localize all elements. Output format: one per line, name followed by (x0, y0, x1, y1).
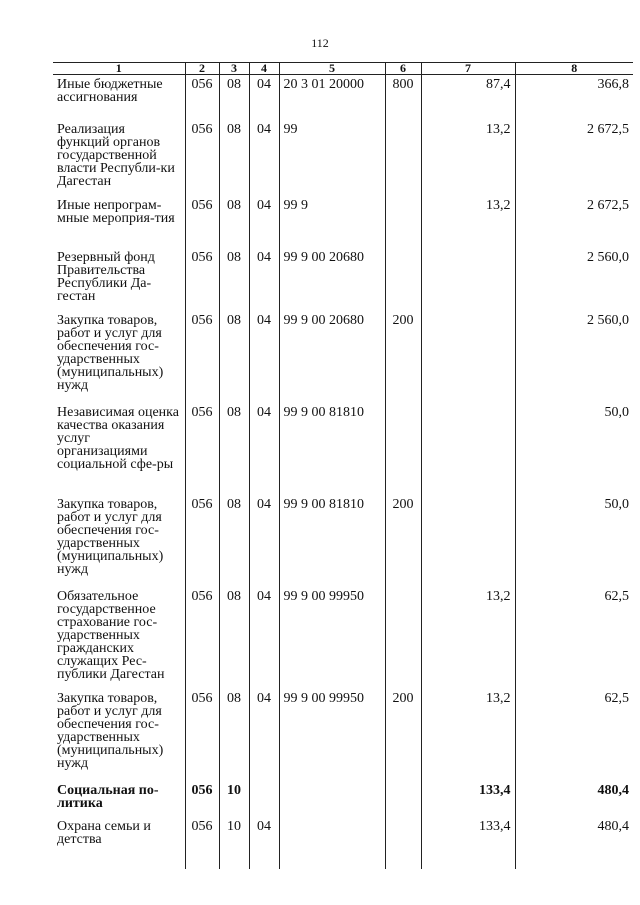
row-amount-cell: 13,2 (421, 689, 515, 781)
row-total-cell: 2 672,5 (515, 120, 633, 196)
column-header: 3 (219, 63, 249, 75)
row-section-cell: 08 (219, 495, 249, 587)
row-name-cell: Независимая оценка качества оказания услуг организациями социальной сфе-ры (57, 404, 179, 472)
table-row (53, 75, 633, 120)
row-section-cell: 08 (219, 311, 249, 403)
row-code-cell: 056 (185, 689, 219, 781)
row-target-article-cell (279, 781, 385, 817)
table-body (53, 75, 633, 869)
row-code-cell: 056 (185, 75, 219, 120)
row-amount-cell: 133,4 (421, 817, 515, 869)
row-name-cell: Обязательное государственное страхование гос-ударственных гражданских служащих Рес-публики Дагестан (57, 588, 165, 682)
row-code-cell: 056 (185, 495, 219, 587)
table-row (53, 120, 633, 196)
row-code-cell: 056 (185, 311, 219, 403)
row-expense-type-cell (385, 196, 421, 248)
row-target-article-cell: 99 9 00 20680 (279, 311, 385, 403)
row-total-cell: 50,0 (515, 495, 633, 587)
column-header: 8 (515, 63, 633, 75)
row-total-cell: 62,5 (515, 689, 633, 781)
row-expense-type-cell: 200 (385, 689, 421, 781)
row-section-cell: 08 (219, 587, 249, 689)
row-section-cell: 10 (219, 817, 249, 869)
row-subsection-cell: 04 (249, 311, 279, 403)
row-total-cell: 50,0 (515, 403, 633, 495)
row-target-article-cell: 99 9 00 20680 (279, 248, 385, 311)
row-amount-cell: 133,4 (421, 781, 515, 817)
row-section-cell: 08 (219, 196, 249, 248)
row-subsection-cell: 04 (249, 495, 279, 587)
row-target-article-cell (279, 817, 385, 869)
row-name-cell: Резервный фонд Правительства Республики Да-гестан (57, 249, 155, 304)
page-number: 112 (311, 36, 329, 50)
row-code-cell: 056 (185, 587, 219, 689)
row-subsection-cell: 04 (249, 248, 279, 311)
row-section-cell: 10 (219, 781, 249, 817)
row-section-cell: 08 (219, 248, 249, 311)
row-name-cell: Охрана семьи и детства (57, 818, 151, 847)
row-total-cell: 480,4 (515, 781, 633, 817)
column-header: 6 (385, 63, 421, 75)
table-row (53, 781, 633, 817)
row-code-cell: 056 (185, 781, 219, 817)
row-total-cell: 62,5 (515, 587, 633, 689)
row-subsection-cell: 04 (249, 587, 279, 689)
row-target-article-cell: 20 3 01 20000 (279, 75, 385, 120)
row-target-article-cell: 99 9 00 99950 (279, 689, 385, 781)
row-total-cell: 2 560,0 (515, 248, 633, 311)
row-expense-type-cell (385, 817, 421, 869)
row-code-cell: 056 (185, 817, 219, 869)
row-section-cell: 08 (219, 75, 249, 120)
row-expense-type-cell: 200 (385, 495, 421, 587)
row-name-cell: Социальная по-литика (57, 782, 159, 811)
column-header: 4 (249, 63, 279, 75)
row-code-cell: 056 (185, 120, 219, 196)
row-section-cell: 08 (219, 403, 249, 495)
row-total-cell: 2 560,0 (515, 311, 633, 403)
row-target-article-cell: 99 9 (279, 196, 385, 248)
table-row (53, 196, 633, 248)
row-name-cell: Закупка товаров, работ и услуг для обеспечения гос-ударственных (муниципальных) нужд (57, 496, 164, 577)
row-subsection-cell: 04 (249, 120, 279, 196)
row-amount-cell: 13,2 (421, 587, 515, 689)
row-code-cell: 056 (185, 196, 219, 248)
row-amount-cell: 13,2 (421, 196, 515, 248)
row-amount-cell (421, 248, 515, 311)
table-row (53, 689, 633, 781)
row-section-cell: 08 (219, 120, 249, 196)
row-target-article-cell: 99 9 00 81810 (279, 495, 385, 587)
row-section-cell: 08 (219, 689, 249, 781)
row-subsection-cell: 04 (249, 817, 279, 869)
row-subsection-cell: 04 (249, 403, 279, 495)
row-expense-type-cell (385, 781, 421, 817)
column-header: 5 (279, 63, 385, 75)
row-target-article-cell: 99 (279, 120, 385, 196)
row-name-cell: Реализация функций органов государственной власти Республи-ки Дагестан (57, 121, 175, 189)
row-target-article-cell: 99 9 00 81810 (279, 403, 385, 495)
table-row (53, 587, 633, 689)
row-subsection-cell: 04 (249, 196, 279, 248)
row-amount-cell (421, 311, 515, 403)
column-header: 1 (53, 63, 185, 75)
row-expense-type-cell (385, 587, 421, 689)
row-expense-type-cell (385, 403, 421, 495)
row-name-cell: Иные бюджетные ассигнования (57, 77, 163, 105)
row-expense-type-cell: 800 (385, 75, 421, 120)
row-amount-cell (421, 495, 515, 587)
table-row (53, 403, 633, 495)
row-total-cell: 2 672,5 (515, 196, 633, 248)
budget-table (53, 62, 633, 869)
row-code-cell: 056 (185, 403, 219, 495)
row-amount-cell: 87,4 (421, 75, 515, 120)
row-name-cell: Закупка товаров, работ и услуг для обеспечения гос-ударственных (муниципальных) нужд (57, 690, 164, 771)
row-amount-cell (421, 403, 515, 495)
table-row (53, 248, 633, 311)
row-expense-type-cell: 200 (385, 311, 421, 403)
table-header-row (53, 63, 633, 75)
row-total-cell: 366,8 (515, 75, 633, 120)
row-name-cell: Иные непрограм-мные мероприя-тия (57, 197, 175, 226)
column-header: 2 (185, 63, 219, 75)
row-name-cell: Закупка товаров, работ и услуг для обеспечения гос-ударственных (муниципальных) нужд (57, 312, 164, 393)
table-row (53, 495, 633, 587)
table-row (53, 817, 633, 869)
row-subsection-cell: 04 (249, 75, 279, 120)
column-header: 7 (421, 63, 515, 75)
row-total-cell: 480,4 (515, 817, 633, 869)
table-row (53, 311, 633, 403)
row-code-cell: 056 (185, 248, 219, 311)
row-expense-type-cell (385, 248, 421, 311)
row-amount-cell: 13,2 (421, 120, 515, 196)
row-target-article-cell: 99 9 00 99950 (279, 587, 385, 689)
row-subsection-cell (249, 781, 279, 817)
row-expense-type-cell (385, 120, 421, 196)
row-subsection-cell: 04 (249, 689, 279, 781)
